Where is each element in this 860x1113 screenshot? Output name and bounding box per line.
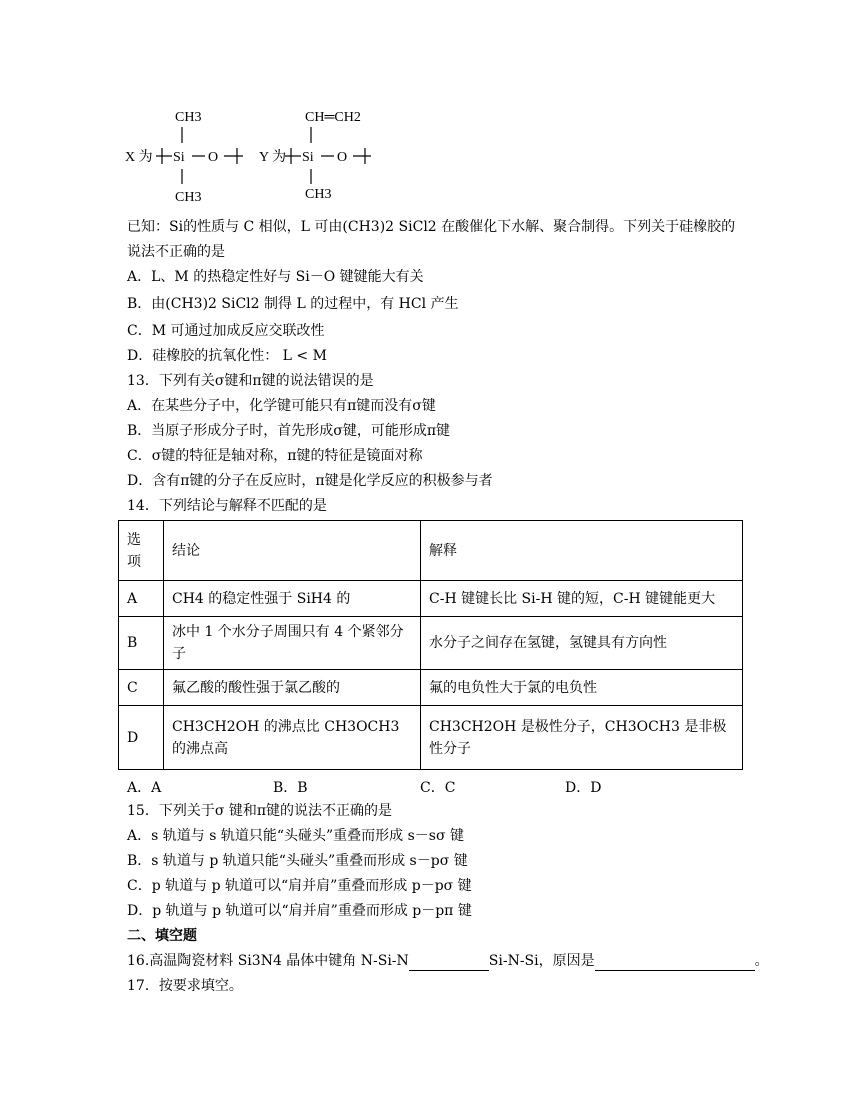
row-option: A <box>119 581 164 617</box>
row-option: B <box>119 617 164 670</box>
q14-choice-a: A．A <box>127 780 162 796</box>
row-conclusion: 氟乙酸的酸性强于氯乙酸的 <box>164 670 421 706</box>
row-explanation: 氟的电负性大于氯的电负性 <box>421 670 743 706</box>
table-row <box>119 581 743 617</box>
x-o: O <box>208 150 219 165</box>
q12-option-c: C．M 可通过加成反应交联改性 <box>127 323 325 339</box>
y-si: Si <box>302 150 314 165</box>
q16-part2: Si-N-Si，原因是 <box>488 953 595 969</box>
x-bottom-group: CH3 <box>175 190 202 205</box>
q16-blank-1[interactable] <box>409 954 489 971</box>
header-option: 选 项 <box>119 521 164 581</box>
q15-stem: 15．下列关于σ 键和π键的说法不正确的是 <box>127 803 393 819</box>
q13-option-b: B．当原子形成分子时，首先形成σ键，可能形成π键 <box>127 423 451 439</box>
structure-diagram <box>125 105 385 205</box>
header-conclusion: 结论 <box>164 521 421 581</box>
q16-line <box>127 951 769 971</box>
q14-choice-d: D．D <box>565 780 602 796</box>
row-explanation: 水分子之间存在氢键，氢键具有方向性 <box>421 617 743 670</box>
q16-blank-2[interactable] <box>595 954 755 971</box>
q15-option-c: C．p 轨道与 p 轨道可以“肩并肩”重叠而形成 p－pσ 键 <box>127 878 472 894</box>
q12-line2: 说法不正确的是 <box>127 244 225 260</box>
q13-option-c: C．σ键的特征是轴对称，π键的特征是镜面对称 <box>127 448 423 464</box>
x-top-group: CH3 <box>175 110 202 125</box>
y-prefix: Y 为 <box>259 150 287 165</box>
section-heading: 二、填空题 <box>127 928 197 944</box>
y-o: O <box>337 150 348 165</box>
q12-option-d: D．硅橡胶的抗氧化性： L < M <box>127 348 327 364</box>
q16-part1: 16.高温陶瓷材料 Si3N4 晶体中键角 N-Si-N <box>127 953 409 969</box>
polymer-structures <box>125 105 385 205</box>
q14-choice-c: C．C <box>420 780 456 796</box>
q15-option-b: B．s 轨道与 p 轨道只能“头碰头”重叠而形成 s－pσ 键 <box>127 853 468 869</box>
q13-option-d: D．含有π键的分子在反应时，π键是化学反应的积极参与者 <box>127 473 493 489</box>
q12-option-b: B．由(CH3)2 SiCl2 制得 L 的过程中，有 HCl 产生 <box>127 296 459 312</box>
q13-option-a: A．在某些分子中，化学键可能只有π键而没有σ键 <box>127 398 436 414</box>
q13-stem: 13．下列有关σ键和π键的说法错误的是 <box>127 373 374 389</box>
row-option: C <box>119 670 164 706</box>
q12-option-a: A．L、M 的热稳定性好与 Si－O 键键能大有关 <box>127 269 424 285</box>
q15-option-a: A．s 轨道与 s 轨道只能“头碰头”重叠而形成 s－sσ 键 <box>127 828 464 844</box>
row-explanation: CH3CH2OH 是极性分子，CH3OCH3 是非极性分子 <box>421 706 743 770</box>
row-option: D <box>119 706 164 770</box>
q17-stem: 17．按要求填空。 <box>127 978 243 994</box>
q14-choice-b: B．B <box>273 780 308 796</box>
q15-option-d: D．p 轨道与 p 轨道可以“肩并肩”重叠而形成 p－pπ 键 <box>127 903 472 919</box>
table-header-row <box>119 521 743 581</box>
row-explanation: C-H 键键长比 Si-H 键的短，C-H 键键能更大 <box>421 581 743 617</box>
y-bottom-group: CH3 <box>305 187 332 202</box>
q14-stem: 14．下列结论与解释不匹配的是 <box>127 498 327 514</box>
table-row <box>119 617 743 670</box>
q14-choices <box>127 777 727 797</box>
table-row <box>119 706 743 770</box>
x-si: Si <box>173 150 185 165</box>
row-conclusion: 冰中 1 个水分子周围只有 4 个紧邻分子 <box>164 617 421 670</box>
q14-table <box>118 520 743 770</box>
q12-line1: 已知：Si的性质与 C 相似，L 可由(CH3)2 SiCl2 在酸催化下水解、聚合制得。下列关于硅橡胶的 <box>127 219 736 235</box>
y-top-group: CH═CH2 <box>305 110 361 125</box>
row-conclusion: CH4 的稳定性强于 SiH4 的 <box>164 581 421 617</box>
row-conclusion: CH3CH2OH 的沸点比 CH3OCH3 的沸点高 <box>164 706 421 770</box>
q16-part3: 。 <box>754 953 769 969</box>
x-prefix: X 为 <box>125 150 153 165</box>
header-explanation: 解释 <box>421 521 743 581</box>
table-row <box>119 670 743 706</box>
